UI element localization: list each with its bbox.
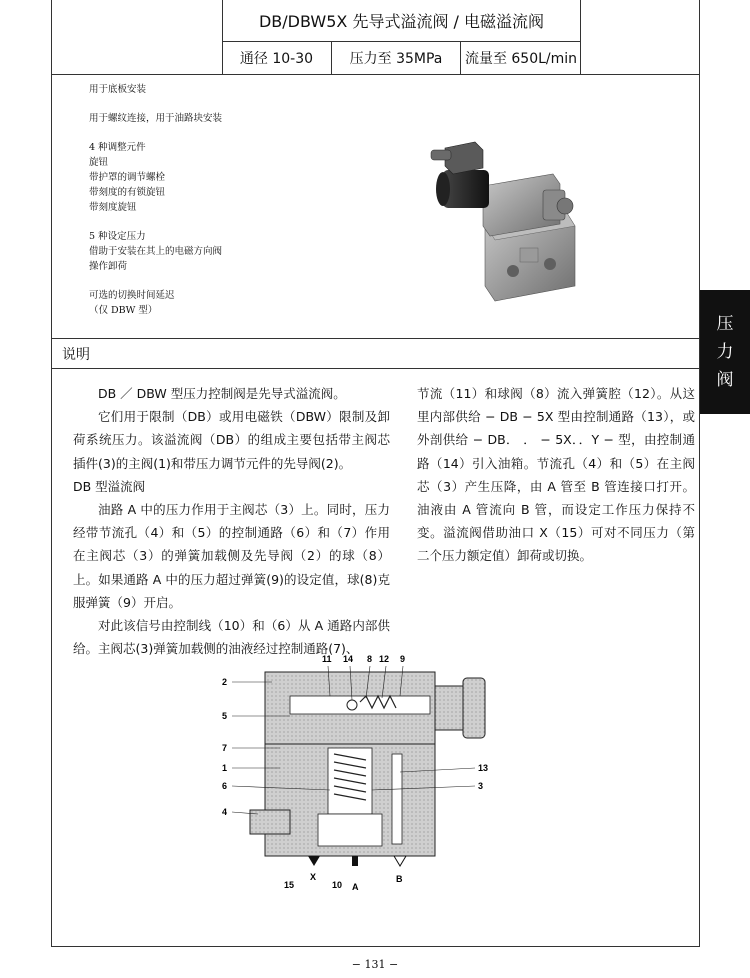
page-title: DB/DBW5X 先导式溢流阀 / 电磁溢流阀 — [222, 0, 581, 42]
diagram-label: 12 — [379, 654, 390, 664]
spec-pressure: 压力至 35MPa — [332, 42, 461, 74]
page-number: − 131 − — [351, 958, 399, 971]
section-divider-top — [51, 338, 700, 339]
diagram-label: 2 — [222, 677, 228, 687]
section-title: 说明 — [62, 347, 90, 363]
feature-group — [89, 140, 222, 215]
diagram-label: 14 — [343, 654, 354, 664]
description-right-column — [417, 382, 695, 568]
valve-cross-section-diagram — [210, 650, 520, 895]
feature-group — [89, 111, 222, 126]
tab-char: 阀 — [716, 370, 734, 390]
tab-char: 力 — [716, 342, 734, 362]
diagram-label: 4 — [222, 807, 228, 817]
spec-flow: 流量至 650L/min — [464, 51, 578, 67]
subheading: DB 型溢流阀 — [73, 478, 146, 494]
paragraph: 油路 A 中的压力作用于主阀芯（3）上。同时，压力经带节流孔（4）和（5）的控制通路（6）和（7）作用在主阀芯（3）的弹簧加载侧及先导阀（2）的球（8）上。如果通路 A 中的压力超过弹簧(9)的设定值，球(8)克服弹簧（9）开启。 — [73, 502, 391, 610]
tab-char: 压 — [716, 314, 734, 334]
diagram-label: X — [310, 872, 317, 882]
category-side-tab — [700, 290, 750, 414]
feature-line: 操作卸荷 — [89, 261, 128, 272]
diagram-label: 5 — [222, 711, 228, 721]
feature-line: 带刻度旋钮 — [89, 202, 137, 213]
diagram-label: 10 — [332, 880, 343, 890]
spec-diameter: 通径 10-30 — [222, 42, 332, 74]
diagram-label: 9 — [400, 654, 406, 664]
feature-list — [89, 82, 222, 332]
paragraph: 节流（11）和球阀（8）流入弹簧腔（12）。从这里内部供给 − DB − 5X 型由控制通路（13），或外剖供给 − DB． ． − 5X．．Y − 型，由控制通路（14）引入油箱。节流孔（4）和（5）在主阀芯（3）产生压降，由 A 管至 B 管连接口打开。油液由 A 管流向 B 管，而设定工作压力保持不变。溢流阀借助油口 X（15）可对不同压力（第二个压力额定值）卸荷或切换。 — [417, 386, 695, 564]
diagram-label: 15 — [284, 880, 295, 890]
diagram-label: 7 — [222, 743, 228, 753]
feature-line: （仅 DBW 型） — [89, 305, 158, 316]
feature-line: 5 种设定压力 — [89, 231, 146, 242]
diagram-label: 3 — [478, 781, 484, 791]
feature-line: 带护罩的调节螺栓 — [89, 172, 166, 183]
feature-line: 可选的切换时间延迟 — [89, 290, 175, 301]
header-divider — [51, 74, 700, 75]
feature-group — [89, 82, 222, 97]
diagram-label: 13 — [478, 763, 489, 773]
valve-product-photo — [425, 136, 595, 316]
feature-group — [89, 229, 222, 274]
diagram-label: A — [352, 882, 359, 892]
diagram-label: B — [396, 874, 403, 884]
paragraph: 对此该信号由控制线（10）和（6）从 A 通路内部供给。主阀芯(3)弹簧加载侧的油液经过控制通路(7)、 — [73, 618, 390, 657]
feature-line: 4 种调整元件 — [89, 142, 146, 153]
feature-line: 用于底板安装 — [89, 84, 147, 95]
description-left-column — [73, 382, 390, 660]
section-divider-bottom — [51, 368, 700, 369]
feature-line: 借助于安装在其上的电磁方向阀 — [89, 246, 223, 257]
diagram-label: 1 — [222, 763, 228, 773]
feature-group — [89, 288, 222, 318]
paragraph: DB ／ DBW 型压力控制阀是先导式溢流阀。 — [98, 386, 346, 401]
diagram-label: 11 — [322, 654, 332, 664]
diagram-label: 6 — [222, 781, 228, 791]
feature-line: 用于螺纹连接，用于油路块安装 — [89, 113, 223, 124]
diagram-label: 8 — [367, 654, 373, 664]
feature-line: 带刻度的有锁旋钮 — [89, 187, 166, 198]
paragraph: 它们用于限制（DB）或用电磁铁（DBW）限制及卸荷系统压力。该溢流阀（DB）的组成主要包括带主阀芯插件(3)的主阀(1)和带压力调节元件的先导阀(2)。 — [73, 409, 390, 471]
feature-line: 旋钮 — [89, 157, 109, 168]
